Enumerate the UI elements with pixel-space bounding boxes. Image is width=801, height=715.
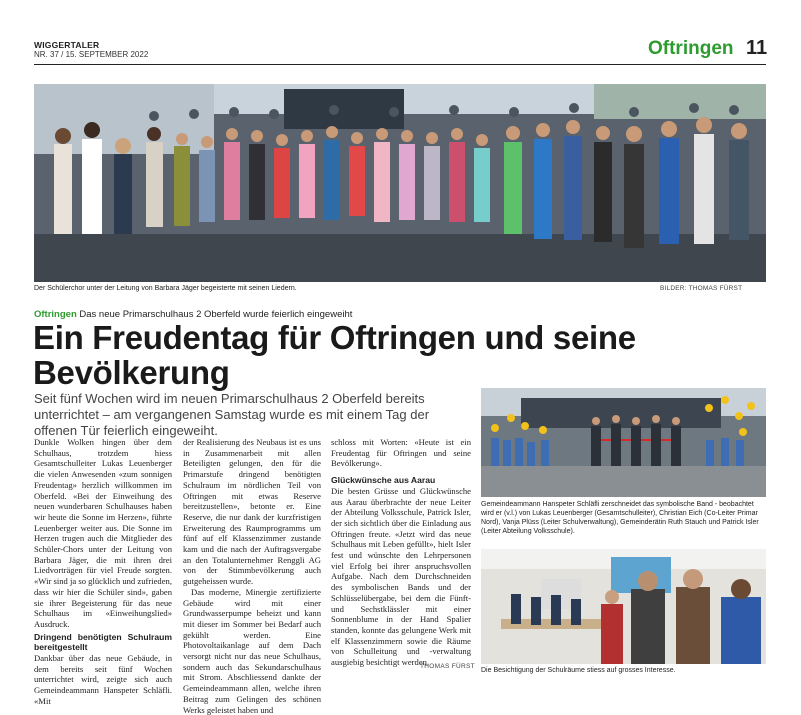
paragraph: Dunkle Wolken hingen über dem Schulhaus, trotzdem hiess Gesamtschulleiter Lukas Leuenberger die vielen Anwesenden «zum sonnigen Freudentag» herzlich willkommen im Oberfeld. «Bei der Einweihung des neuen wunderbaren Schulhauses haben wir heute die Sonne im Herzen», führte Leuenberger weiter aus. Die Sonne im Herzen trugen auch die Mitglieder des Schüler-Chors unter der Leitung von Barbara Jäger, die mit ihren drei Liedvorträgen für viel Freude sorgten. «Wir sind ja so glücklich und zufrieden, dass wir hier die Schüler sind», gaben sie ihrer Begeisterung für das neue Schulhaus im «Einweihungslied» Ausdruck. [34,437,172,629]
kicker-text: Das neue Primarschulhaus 2 Oberfeld wurde feierlich eingeweiht [79,309,353,320]
paragraph: schloss mit Worten: «Heute ist ein Freudentag für Oftringen und seine Bevölkerung». [331,437,471,469]
body-column-3 [331,437,471,668]
page-number: 11 [746,37,768,59]
ribbon-cutting-photo [481,388,766,497]
publication-name: WIGGERTALER [34,40,100,50]
paragraph: Die besten Grüsse und Glückwünsche aus Aarau überbrachte der neue Leiter der Abteilung Volksschule, Patrick Isler, der sich sichtlich über die Einladung aus Oftringen freute. «Jetzt wird das neue Schulhaus mit Leben gefüllt», hielt Isler fest und wünschte den Lehrpersonen viel Erfolg bei ihrer anspruchsvollen Aufgabe. Nach dem Durchschneiden des symbolischen Bands und der Schlüsselübergabe, bei dem die Fünft- und Sechstklässler mit einer Sonnenblume in der Hand Spalier standen, konnte das gelungene Werk mit elf Klassenzimmern sowie die Räume von Schulleitung und -verwaltung ausgiebig besichtigt werden. [331,485,471,668]
body-column-1 [34,437,172,707]
paragraph: der Realisierung des Neubaus ist es uns in Zusammenarbeit mit allen Beteiligten gelungen, den für die Primarstufe dringend benötigten Schulraum im nördlichen Teil von Oftringen mit etwas Reserve bereitzustellen», betonte er. Eine Reserve, die nur dank der kurzfristigen Erweiterung des Raumprogramms um fünf auf elf Klassenzimmer zustande kam und die nach der Auftragsvergabe an den Totalunternehmer Renggli AG von der Stimmbevölkerung auch gutgeheissen wurde. [183,437,321,587]
choir-photo [34,84,766,282]
main-photo-caption: Der Schülerchor unter der Leitung von Barbara Jäger begeisterte mit seinen Liedern. [34,285,297,292]
issue-date: NR. 37 / 15. SEPTEMBER 2022 [34,50,149,59]
paragraph: Dankbar über das neue Gebäude, in dem bereits seit fünf Wochen unterrichtet wird, zeigte sich auch Gemeindeammann Hanspeter Schläfli. «Mit [34,653,172,706]
kicker-place: Oftringen [34,309,77,320]
subheading: Dringend benötigten Schulraum bereitgestellt [34,631,172,653]
subheading: Glückwünsche aus Aarau [331,475,436,486]
article-author: THOMAS FÜRST [420,663,475,670]
ribbon-photo-caption: Gemeindeammann Hanspeter Schläfli zerschneidet das symbolische Band - beobachtet wird er (v.l.) von Lukas Leuenberger (Gesamtschulleiter), Christian Eich (Co-Leiter Primar Nord), Vanja Plüss (Leiter Schulverwaltung), Gemeinderätin Ruth Stauch und Patrick Isler (Leiter Abteilung Volksschule). [481,501,759,535]
body-column-2 [183,437,321,715]
classroom-photo [481,549,766,664]
article-lead: Seit fünf Wochen wird im neuen Primarschulhaus 2 Oberfeld bereits unterrichtet – am vergangenen Samstag wurde es mit einem Tag der offenen Tür feierlich eingeweiht. [34,391,430,438]
photo-credit: BILDER: THOMAS FÜRST [660,285,743,292]
article-headline: Ein Freudentag für Oftringen und seine Bevölkerung [33,319,636,391]
paragraph: Das moderne, Minergie zertifizierte Gebäude wird mit einer Grundwasserpumpe beheizt und kann mit dieser im Sommer bei Bedarf auch gekühlt werden. Eine Photovoltaikanlage auf dem Dach versorgt nicht nur das neue Schulhaus, sondern auch das Sekundarschulhaus mit Strom. Abschliessend dankte der Gemeindeammann allen, welche ihren Beitrag zum Gelingen des schönen Werks geleistet haben und [183,586,321,715]
classroom-photo-caption: Die Besichtigung der Schulräume stiess auf grosses Interesse. [481,667,676,674]
section-title: Oftringen [648,38,734,59]
header-rule [34,64,766,65]
